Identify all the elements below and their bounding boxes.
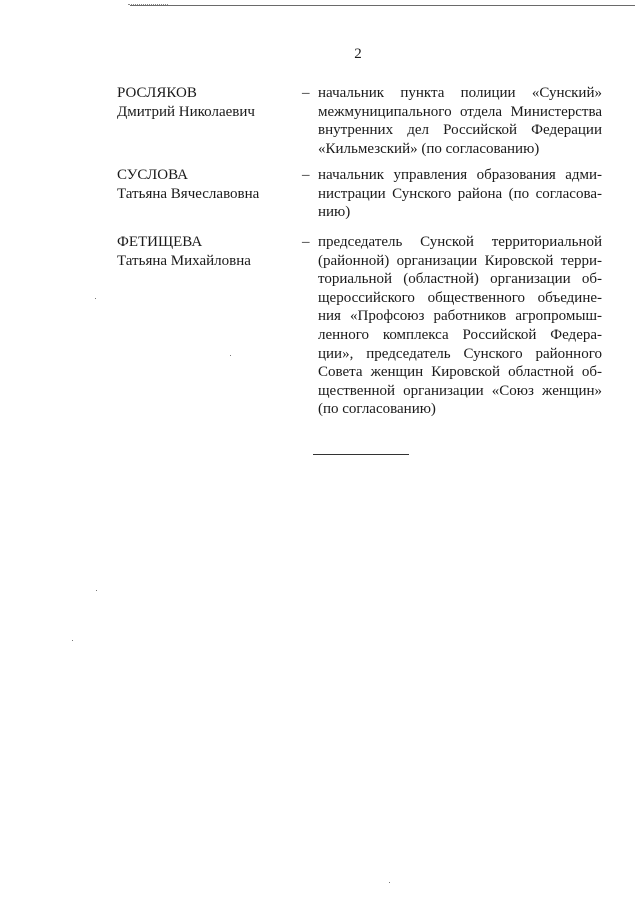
role-line: ториальной (областной) организации об-: [318, 271, 602, 288]
scan-edge-line: [130, 5, 635, 6]
member-role: [318, 233, 602, 419]
member-role: [318, 166, 602, 222]
member-given-names: Дмитрий Николаевич: [117, 103, 255, 120]
member-entry: [117, 84, 609, 164]
member-dash: –: [302, 234, 310, 250]
role-line: начальник управления образования адми-: [318, 167, 602, 183]
scan-speck: [96, 590, 97, 591]
member-given-names: Татьяна Вячеславовна: [117, 185, 260, 202]
role-line: ния «Профсоюз работников агропромыш-: [318, 308, 602, 325]
role-line: ции», председатель Сунского районного: [318, 345, 602, 362]
role-line: межмуниципального отдела Министерства: [318, 103, 602, 120]
member-surname: РОСЛЯКОВ: [117, 85, 197, 101]
role-line: нию): [318, 204, 351, 221]
member-dash: –: [302, 85, 310, 101]
role-line: внутренних дел Российской Федерации: [318, 122, 602, 139]
scan-edge-dots: [128, 4, 168, 7]
scan-speck: [389, 882, 390, 883]
role-line: ленного комплекса Российской Федера-: [318, 326, 602, 343]
role-line: Совета женщин Кировской областной об-: [318, 364, 602, 381]
scan-speck: [72, 640, 73, 641]
member-name-block: [117, 233, 297, 270]
member-surname: ФЕТИЩЕВА: [117, 234, 203, 250]
member-entry: [117, 166, 609, 226]
role-line: нистрации Сунского района (по согласова-: [318, 185, 602, 202]
role-line: председатель Сунской территориальной: [318, 234, 602, 250]
scan-speck: [95, 298, 96, 299]
member-dash: –: [302, 167, 310, 183]
role-line: щественной организации «Союз женщин»: [318, 382, 602, 399]
member-role: [318, 84, 602, 158]
member-given-names: Татьяна Михайловна: [117, 252, 251, 269]
member-entry: [117, 233, 609, 423]
member-name-block: [117, 166, 297, 203]
role-line: (по согласованию): [318, 401, 436, 418]
member-name-block: [117, 84, 297, 121]
role-line: щероссийского общественного объедине-: [318, 289, 602, 306]
page-number: 2: [354, 46, 362, 62]
role-line: «Кильмезский» (по согласованию): [318, 140, 540, 157]
scan-speck: [230, 355, 231, 356]
member-surname: СУСЛОВА: [117, 167, 188, 183]
closing-rule: [313, 454, 409, 455]
role-line: начальник пункта полиции «Сунский»: [318, 85, 602, 101]
role-line: (районной) организации Кировской терри-: [318, 252, 602, 269]
